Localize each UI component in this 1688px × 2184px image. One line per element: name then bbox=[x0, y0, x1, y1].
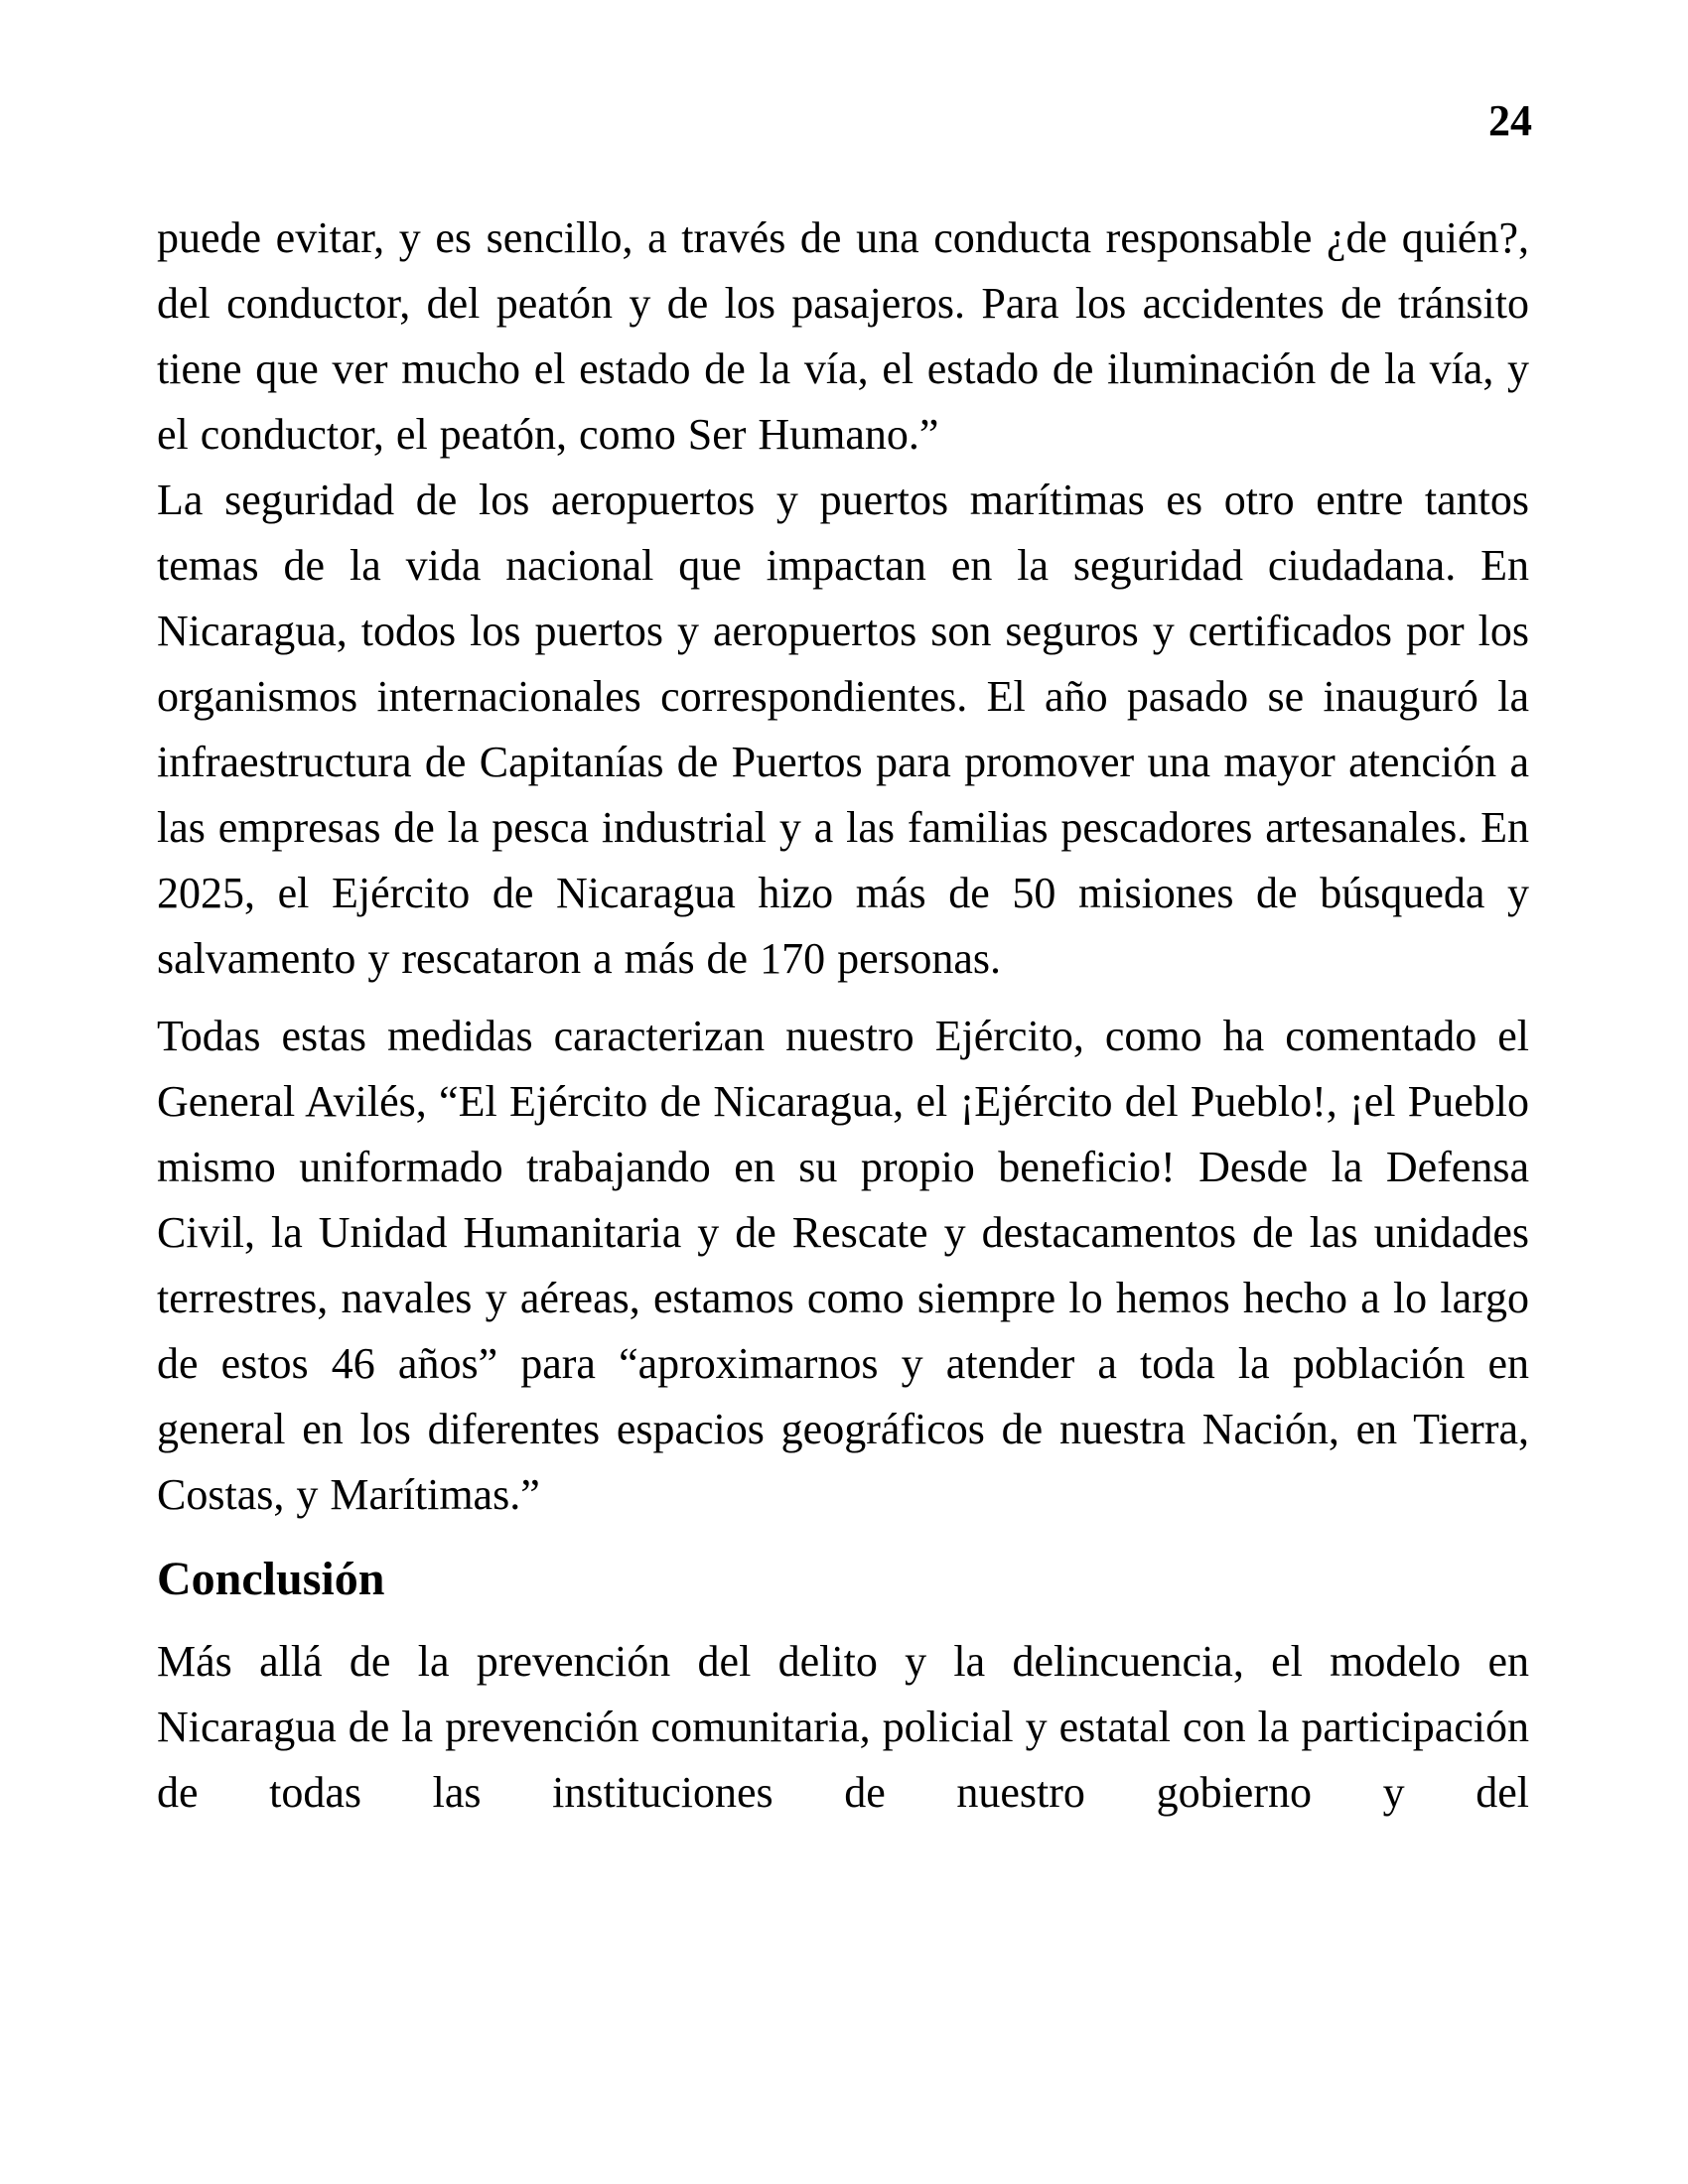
paragraph-conclusion-intro: Más allá de la prevención del delito y la delincuencia, el modelo en Nicaragua de la prevención comunitaria, policial y estatal con la participación de todas las instituciones de nuestro gobierno y del bbox=[157, 1637, 1529, 1817]
paragraph-traffic-conduct: puede evitar, y es sencillo, a través de una conducta responsable ¿de quién?, del conductor, del peatón y de los pasajeros. Para los accidentes de tránsito tiene que ver mucho el estado de la vía, el estado de iluminación de la vía, y el conductor, el peatón, como Ser Humano.” bbox=[157, 213, 1529, 459]
page-body bbox=[157, 205, 1529, 1826]
section-heading-conclusion: Conclusión bbox=[157, 1553, 385, 1605]
page-number: 24 bbox=[1488, 96, 1532, 145]
paragraph-ports-security: La seguridad de los aeropuertos y puertos marítimas es otro entre tantos temas de la vida nacional que impactan en la seguridad ciudadana. En Nicaragua, todos los puertos y aeropuertos son seguros y certificados por los organismos internacionales correspondientes. El año pasado se inauguró la infraestructura de Capitanías de Puertos para promover una mayor atención a las empresas de la pesca industrial y a las familias pescadores artesanales. En 2025, el Ejército de Nicaragua hizo más de 50 misiones de búsqueda y salvamento y rescataron a más de 170 personas. bbox=[157, 476, 1529, 983]
paragraph-army-quote: Todas estas medidas caracterizan nuestro Ejército, como ha comentado el General Avilés, “El Ejército de Nicaragua, el ¡Ejército del Pueblo!, ¡el Pueblo mismo uniformado trabajando en su propio beneficio! Desde la Defensa Civil, la Unidad Humanitaria y de Rescate y destacamentos de las unidades terrestres, navales y aéreas, estamos como siempre lo hemos hecho a lo largo de estos 46 años” para “aproximarnos y atender a toda la población en general en los diferentes espacios geográficos de nuestra Nación, en Tierra, Costas, y Marítimas.” bbox=[157, 1012, 1529, 1519]
